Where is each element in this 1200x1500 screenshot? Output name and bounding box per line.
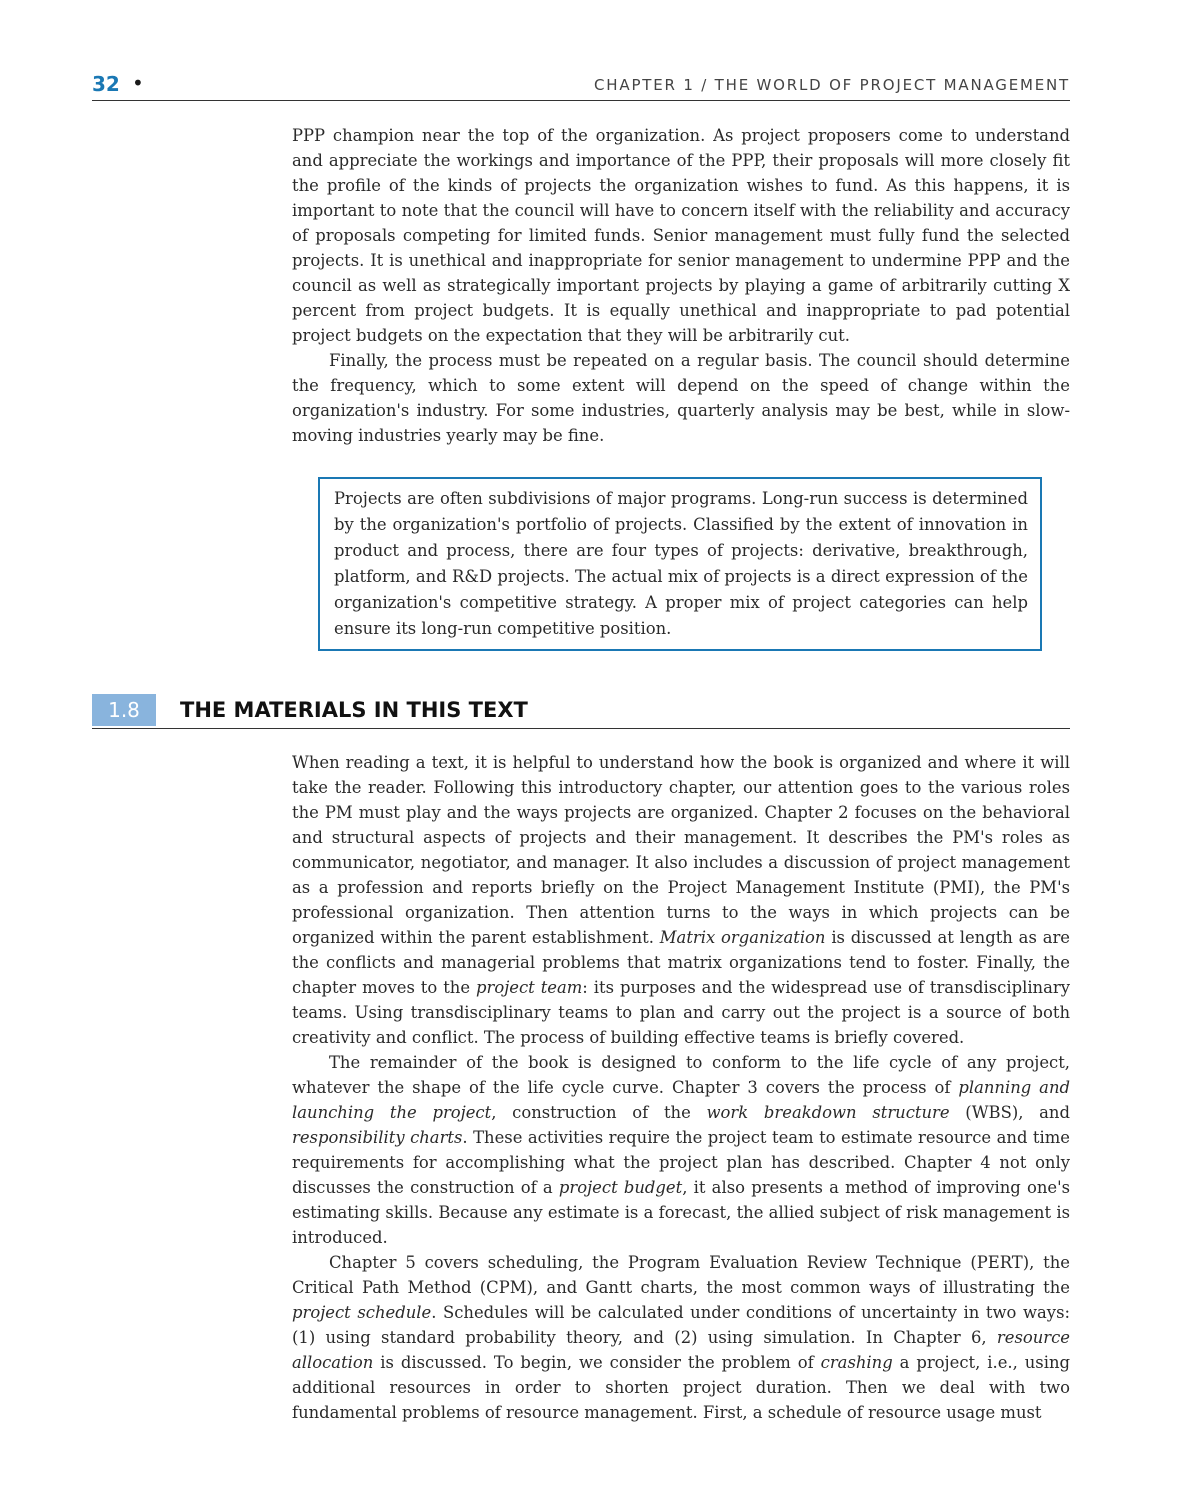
section-number: 1.8: [92, 694, 156, 726]
body-paragraph: [292, 1250, 1070, 1425]
chapter-title: CHAPTER 1 / THE WORLD OF PROJECT MANAGEMENT: [594, 76, 1070, 94]
text-run: : its purposes and the widespread use of transdisciplinary teams. Using transdisciplinary teams to plan and carry out the project is a source of both creativity and conflict. The process of building effective teams is briefly covered.: [292, 978, 1070, 1047]
text-run: is discussed at length as are the conflicts and managerial problems that matrix organizations tend to foster. Finally, the chapter moves to the: [292, 928, 1070, 997]
text-run: The remainder of the book is designed to conform to the life cycle of any project, whatever the shape of the life cycle curve. Chapter 3 covers the process of: [292, 1053, 1070, 1097]
italic-term: project schedule: [292, 1303, 432, 1322]
top-body-text: [292, 123, 1070, 448]
italic-term: planning and launching the project: [292, 1078, 1070, 1122]
page-number: 32: [92, 72, 120, 96]
main-body-text: [292, 750, 1070, 1425]
body-paragraph: [292, 348, 1070, 448]
body-paragraph: [292, 123, 1070, 348]
italic-term: crashing: [820, 1353, 893, 1372]
text-run: . These activities require the project team to estimate resource and time requirements for accomplishing what the project plan has described. Chapter 4 not only discusses the construction of a: [292, 1128, 1070, 1197]
text-run: , construction of the: [491, 1103, 707, 1122]
italic-term: resource allocation: [292, 1328, 1070, 1372]
text-run: Finally, the process must be repeated on a regular basis. The council should determine the frequency, which to some extent will depend on the speed of change within the organization's industry. For some industries, quarterly analysis may be best, while in slow-moving industries yearly may be fine.: [292, 351, 1070, 445]
body-paragraph: [292, 750, 1070, 1050]
text-run: Chapter 5 covers scheduling, the Program Evaluation Review Technique (PERT), the Critical Path Method (CPM), and Gantt charts, the most common ways of illustrating the: [292, 1253, 1070, 1297]
text-run: is discussed. To begin, we consider the problem of: [373, 1353, 821, 1372]
italic-term: Matrix organization: [659, 928, 826, 947]
italic-term: work breakdown structure: [706, 1103, 950, 1122]
callout-text: Projects are often subdivisions of major programs. Long-run success is determined by the organization's portfolio of projects. Classified by the extent of innovation in product and process, there are four types of projects: derivative, breakthrough, platform, and R&D projects. The actual mix of projects is a direct expression of the organization's competitive strategy. A proper mix of project categories can help ensure its long-run competitive position.: [334, 489, 1028, 638]
text-run: When reading a text, it is helpful to understand how the book is organized and where it will take the reader. Following this introductory chapter, our attention goes to the various roles the PM must play and the ways projects are organized. Chapter 2 focuses on the behavioral and structural aspects of projects and their management. It describes the PM's roles as communicator, negotiator, and manager. It also includes a discussion of project management as a profession and reports briefly on the Project Management Institute (PMI), the PM's professional organization. Then attention turns to the ways in which projects can be organized within the parent establishment.: [292, 753, 1070, 947]
running-header: [92, 72, 1070, 101]
section-heading: [92, 694, 1070, 729]
summary-callout-box: [318, 477, 1042, 651]
text-run: PPP champion near the top of the organization. As project proposers come to understand and appreciate the workings and importance of the PPP, their proposals will more closely fit the profile of the kinds of projects the organization wishes to fund. As this happens, it is important to note that the council will have to concern itself with the reliability and accuracy of proposals competing for limited funds. Senior management must fully fund the selected projects. It is unethical and inappropriate for senior management to undermine PPP and the council as well as strategically important projects by playing a game of arbitrarily cutting X percent from project budgets. It is equally unethical and inappropriate to pad potential project budgets on the expectation that they will be arbitrarily cut.: [292, 126, 1070, 345]
text-run: (WBS), and: [949, 1103, 1070, 1122]
section-title: THE MATERIALS IN THIS TEXT: [180, 698, 528, 722]
text-run: . Schedules will be calculated under conditions of uncertainty in two ways: (1) using standard probability theory, and (2) using simulation. In Chapter 6,: [292, 1303, 1071, 1347]
italic-term: project team: [476, 978, 583, 997]
body-paragraph: [292, 1050, 1070, 1250]
header-bullet: •: [132, 71, 144, 95]
italic-term: project budget: [558, 1178, 683, 1197]
text-run: a project, i.e., using additional resources in order to shorten project duration. Then we deal with two fundamental problems of resource management. First, a schedule of resource usage must: [292, 1353, 1071, 1422]
text-run: , it also presents a method of improving one's estimating skills. Because any estimate is a forecast, the allied subject of risk management is introduced.: [292, 1178, 1071, 1247]
italic-term: responsibility charts: [292, 1128, 463, 1147]
